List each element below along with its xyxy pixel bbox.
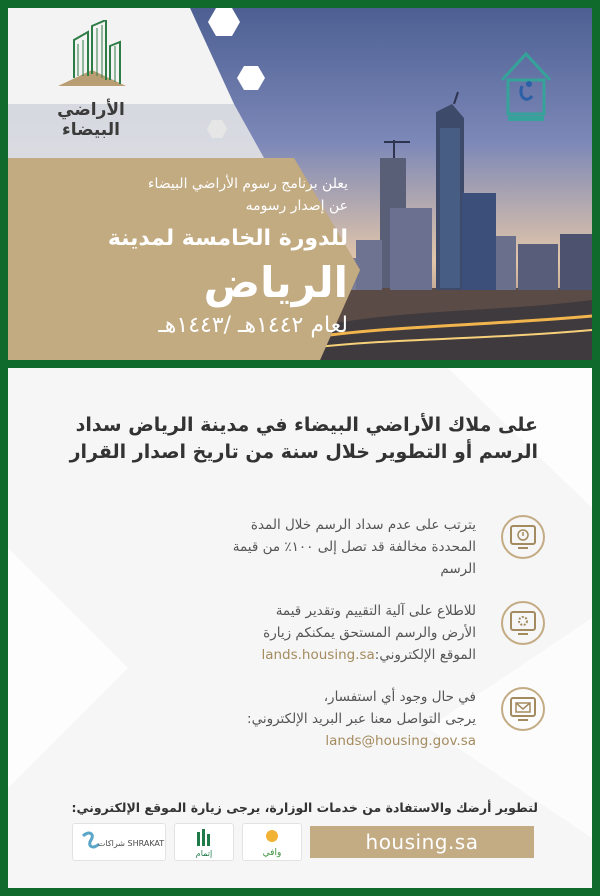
info-text: في حال وجود أي استفسار، يرجى التواصل معنا عبر البريد الإلكتروني: lands@housing.gov.sa — [136, 686, 476, 752]
wafi-logo-icon — [243, 824, 301, 860]
hero-line-1: يعلن برنامج رسوم الأراضي البيضاء — [147, 176, 348, 192]
lands-website-link[interactable]: lands.housing.sa — [261, 647, 375, 663]
hero-city: الرياض — [203, 258, 348, 307]
partner-shrakat — [72, 823, 166, 861]
shrakat-logo-icon — [73, 824, 165, 860]
main-headline — [38, 412, 538, 466]
section-divider — [8, 360, 592, 368]
hero-banner — [8, 8, 592, 360]
svg-text:وافي: وافي — [262, 848, 282, 858]
hero-line-2: عن إصدار رسومه — [245, 198, 348, 214]
housing-ministry-logo-icon — [496, 46, 556, 126]
contact-email-link[interactable]: lands@housing.gov.sa — [325, 733, 476, 749]
info-item-valuation — [46, 600, 546, 670]
info-item-contact — [46, 686, 546, 756]
hero-line-3: للدورة الخامسة لمدينة — [107, 226, 348, 251]
partner-etmam — [174, 823, 234, 861]
etmam-logo-icon — [175, 824, 233, 860]
brand-logo — [26, 20, 156, 140]
svg-text:إتمام: إتمام — [195, 849, 213, 858]
poster — [8, 8, 592, 888]
hero-year: لعام ١٤٤٢هـ /١٤٤٣هـ — [158, 313, 348, 338]
mail-monitor-icon — [500, 686, 546, 732]
brand-name: الأراضي البيضاء — [57, 100, 125, 140]
buildings-logo-icon — [48, 20, 136, 92]
info-text: يترتب على عدم سداد الرسم خلال المدة المحددة مخالفة قد تصل إلى ١٠٠٪ من قيمة الرسم — [232, 517, 476, 577]
alert-monitor-icon — [500, 514, 546, 560]
info-item-penalty — [46, 514, 546, 584]
footer-note: لتطوير أرضك والاستفادة من خدمات الوزارة، يرجى زيارة الموقع الإلكتروني: — [71, 800, 538, 815]
headline-line-2: الرسم أو التطوير خلال سنة من تاريخ اصدار القرار — [69, 441, 538, 463]
info-section — [8, 368, 592, 888]
housing-website-link[interactable]: housing.sa — [310, 826, 534, 858]
partner-wafi — [242, 823, 302, 861]
headline-line-1: على ملاك الأراضي البيضاء في مدينة الرياض سداد — [75, 414, 538, 436]
svg-text:شراكات SHRAKAT: شراكات SHRAKAT — [97, 839, 165, 848]
info-text: للاطلاع على آلية التقييم وتقدير قيمة الأرض والرسم المستحق يمكنكم زيارة الموقع الإلكتروني:lands.housing.sa — [261, 603, 476, 663]
settings-monitor-icon — [500, 600, 546, 646]
